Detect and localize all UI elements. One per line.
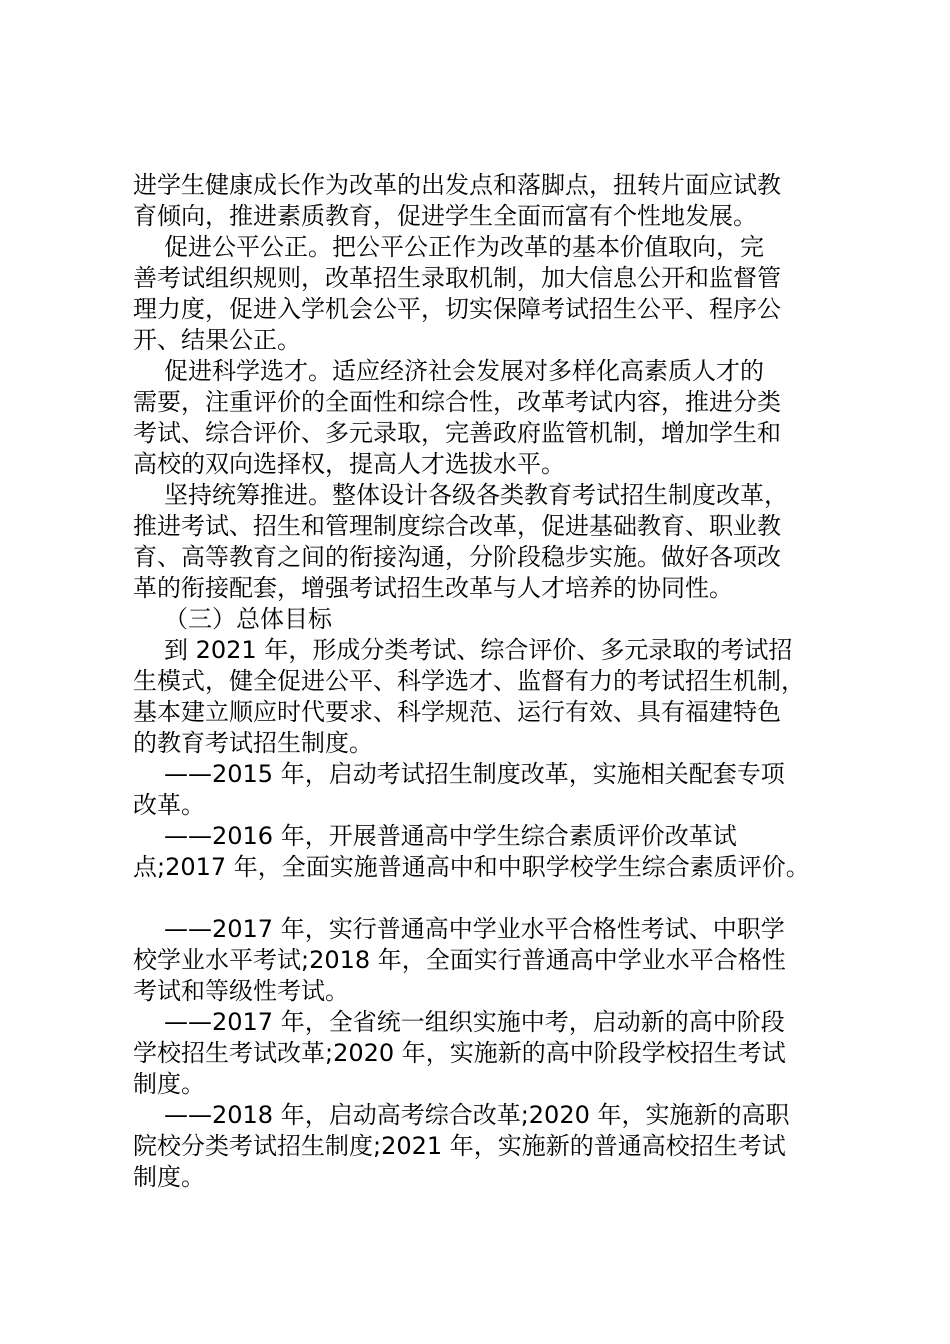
- text-line: 推进考试、招生和管理制度综合改革，促进基础教育、职业教: [133, 512, 781, 540]
- text-line: 育、高等教育之间的衔接沟通，分阶段稳步实施。做好各项改: [133, 543, 781, 571]
- text-line: 理力度，促进入学机会公平，切实保障考试招生公平、程序公: [133, 295, 781, 323]
- paragraph-start-line: 坚持统筹推进。整体设计各级各类教育考试招生制度改革，: [164, 481, 788, 509]
- text-line: 考试、综合评价、多元录取，完善政府监管机制，增加学生和: [133, 419, 781, 447]
- text-line: 改革。: [133, 791, 205, 819]
- text-line: 制度。: [133, 1070, 205, 1098]
- paragraph-start-line: ——2017 年，全省统一组织实施中考，启动新的高中阶段: [164, 1008, 785, 1036]
- paragraph-start-line: ——2017 年，实行普通高中学业水平合格性考试、中职学: [164, 915, 785, 943]
- text-line: 考试和等级性考试。: [133, 977, 349, 1005]
- paragraph-start-line: 到 2021 年，形成分类考试、综合评价、多元录取的考试招: [164, 636, 793, 664]
- text-line: 基本建立顺应时代要求、科学规范、运行有效、具有福建特色: [133, 698, 781, 726]
- text-line: 善考试组织规则，改革招生录取机制，加大信息公开和监督管: [133, 264, 781, 292]
- blank-line: [133, 883, 853, 914]
- text-line: 高校的双向选择权，提高人才选拔水平。: [133, 450, 565, 478]
- text-line: 点;2017 年，全面实施普通高中和中职学校学生综合素质评价。: [133, 853, 810, 881]
- section-heading: （三）总体目标: [164, 605, 332, 633]
- paragraph-start-line: 促进公平公正。把公平公正作为改革的基本价值取向，完: [164, 233, 764, 261]
- paragraph-start-line: 促进科学选才。适应经济社会发展对多样化高素质人才的: [164, 357, 764, 385]
- document-body: [133, 170, 853, 1193]
- text-line: 校学业水平考试;2018 年，全面实行普通高中学业水平合格性: [133, 946, 786, 974]
- text-line: 进学生健康成长作为改革的出发点和落脚点，扭转片面应试教: [133, 171, 781, 199]
- text-line: 学校招生考试改革;2020 年，实施新的高中阶段学校招生考试: [133, 1039, 786, 1067]
- text-line: 育倾向，推进素质教育，促进学生全面而富有个性地发展。: [133, 202, 757, 230]
- text-line: 开、结果公正。: [133, 326, 301, 354]
- paragraph-start-line: ——2015 年，启动考试招生制度改革，实施相关配套专项: [164, 760, 785, 788]
- text-line: 的教育考试招生制度。: [133, 729, 373, 757]
- text-line: 制度。: [133, 1163, 205, 1191]
- text-line: 生模式，健全促进公平、科学选才、监督有力的考试招生机制，: [133, 667, 805, 695]
- paragraph-start-line: ——2016 年，开展普通高中学生综合素质评价改革试: [164, 822, 737, 850]
- paragraph-start-line: ——2018 年，启动高考综合改革;2020 年，实施新的高职: [164, 1101, 790, 1129]
- text-line: 院校分类考试招生制度;2021 年，实施新的普通高校招生考试: [133, 1132, 786, 1160]
- text-line: 需要，注重评价的全面性和综合性，改革考试内容，推进分类: [133, 388, 781, 416]
- text-line: 革的衔接配套，增强考试招生改革与人才培养的协同性。: [133, 574, 733, 602]
